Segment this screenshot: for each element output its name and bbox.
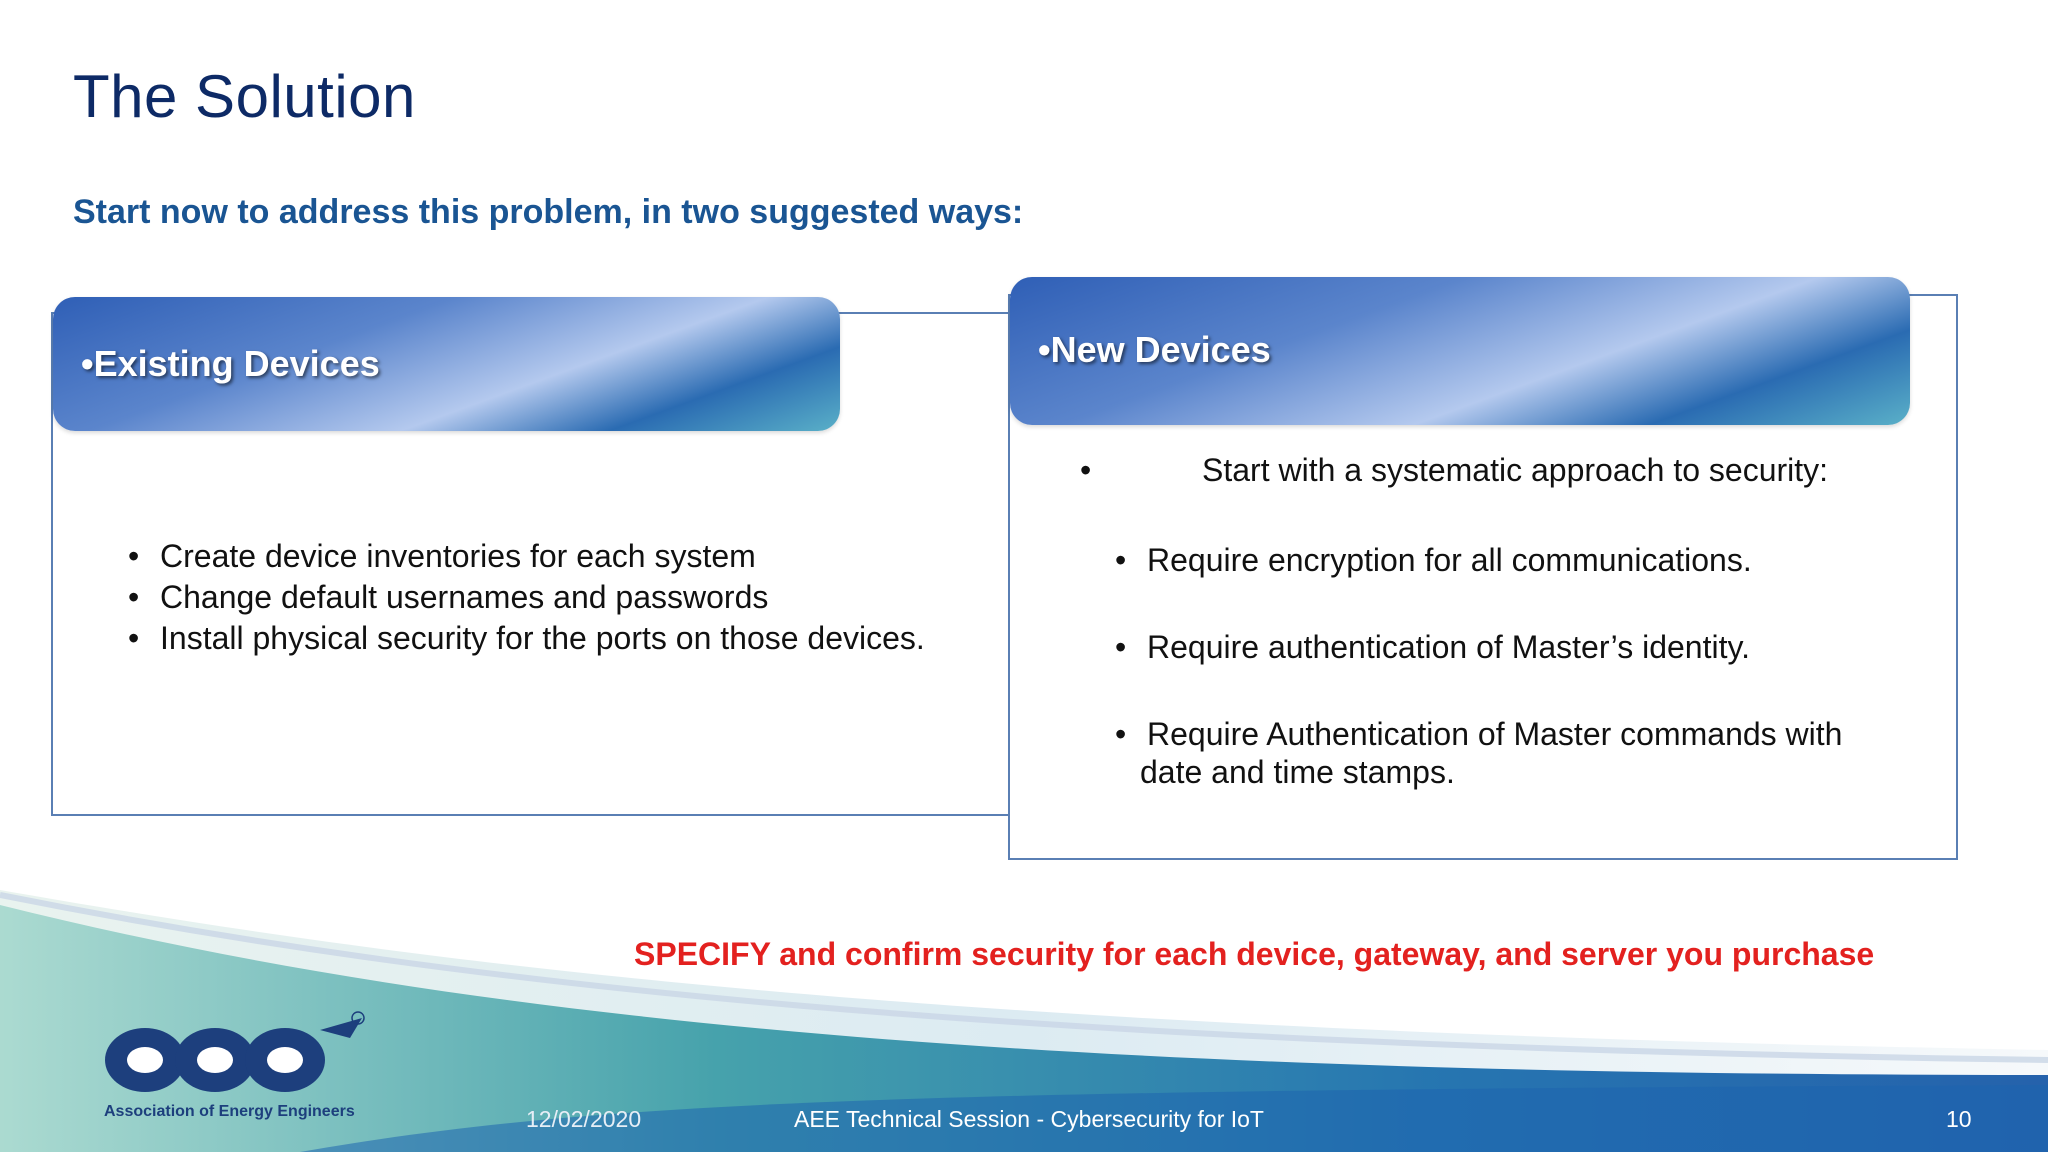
list-item: • Install physical security for the ports on those devices. (160, 618, 925, 659)
specify-callout: SPECIFY and confirm security for each device, gateway, and server you purchase (634, 936, 1875, 972)
aee-logo-icon (100, 1010, 370, 1105)
list-item-continuation: date and time stamps. (1140, 754, 1455, 790)
list-item: • Require Authentication of Master commands with (1115, 716, 1843, 752)
subtitle: Start now to address this problem, in two suggested ways: (73, 193, 1024, 231)
new-devices-heading: •New Devices (1038, 329, 1271, 370)
list-item: • Require encryption for all communications. (1115, 542, 1752, 578)
bullet-icon: • (1080, 452, 1092, 488)
footer-date: 12/02/2020 (526, 1106, 642, 1132)
bullet-icon: • (1115, 716, 1127, 752)
list-item: • Create device inventories for each system (160, 536, 925, 577)
bullet-icon: • (1115, 629, 1127, 665)
existing-devices-header (53, 297, 840, 431)
bullet-icon: • (1115, 542, 1127, 578)
bullet-icon: • (128, 538, 140, 574)
page-number: 10 (1946, 1106, 1972, 1132)
bullet-icon: • (128, 620, 140, 656)
logo-tagline: Association of Energy Engineers (104, 1103, 355, 1120)
new-devices-header (1010, 277, 1910, 425)
slide: The Solution Start now to address this problem, in two suggested ways: •Existing Devices • Create device inventories for each system • Change default usernames and passwords • Install physical security for the ports on those devices. •New Devices • Start with a systematic approach to security: • Require encryption for all communications. • Require authentication of Master’s identity. • Require Authentication of Master commands with date and time stamps. SPECIFY and confirm security for each device, gateway, and server you purchase Association of Energy Engineers 12/02/2020 AEE Technical Session - Cybersecurity for IoT 10 (0, 0, 2048, 1152)
existing-devices-list (128, 536, 925, 659)
footer-title: AEE Technical Session - Cybersecurity for IoT (794, 1106, 1264, 1132)
list-item: • Change default usernames and passwords (160, 577, 925, 618)
existing-devices-heading: •Existing Devices (81, 343, 380, 384)
bullet-icon: • (128, 579, 140, 615)
list-item: • Require authentication of Master’s identity. (1115, 629, 1750, 665)
page-title: The Solution (73, 63, 416, 130)
